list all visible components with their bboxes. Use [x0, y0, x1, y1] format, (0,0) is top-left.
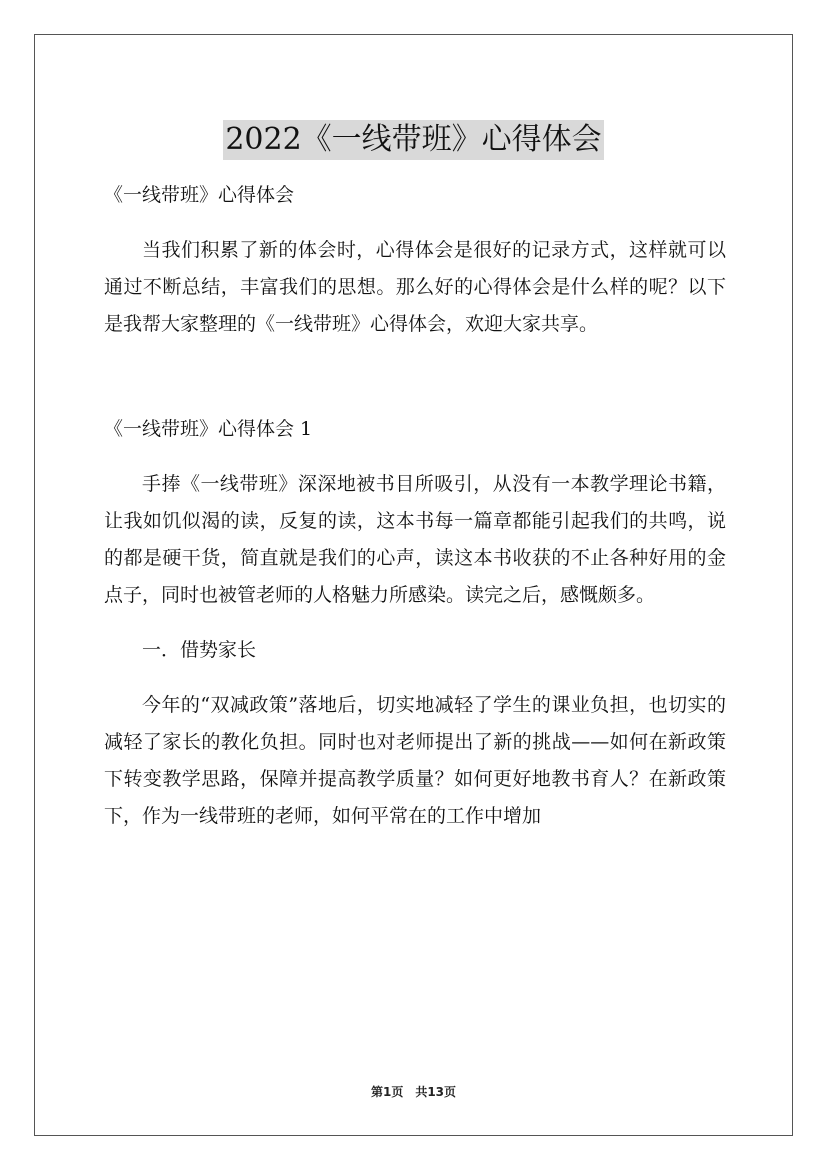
intro-paragraph: 当我们积累了新的体会时，心得体会是很好的记录方式，这样就可以通过不断总结，丰富我们的思想。那么好的心得体会是什么样的呢？以下是我帮大家整理的《一线带班》心得体会，欢迎大家共享。: [104, 239, 726, 335]
footer-suffix: 页: [444, 1085, 457, 1099]
section-heading: 《一线带班》心得体会 1: [104, 418, 313, 440]
body-paragraph-1: 手捧《一线带班》深深地被书目所吸引，从没有一本教学理论书籍，让我如饥似渴的读，反复的读，这本书每一篇章都能引起我们的共鸣，说的都是硬干货，简直就是我们的心声，读这本书收获的不止各种好用的金点子，同时也被管老师的人格魅力所感染。读完之后，感慨颇多。: [104, 473, 726, 606]
point-heading: 一．借势家长: [142, 639, 257, 661]
title-container: [0, 100, 827, 180]
document-title: 2022《一线带班》心得体会: [223, 120, 603, 160]
footer-total-pages: 13: [427, 1085, 445, 1099]
body-paragraph-2: 今年的“双减政策”落地后，切实地减轻了学生的课业负担，也切实的减轻了家长的教化负担。同时也对老师提出了新的挑战——如何在新政策下转变教学思路，保障并提高教学质量？如何更好地教书育人？在新政策下，作为一线带班的老师，如何平常在的工作中增加: [104, 694, 726, 827]
document-body: [104, 177, 726, 835]
footer-prefix: 第: [370, 1085, 383, 1099]
page-footer: [0, 1083, 827, 1100]
footer-mid: 页 共: [391, 1085, 428, 1099]
footer-page-number: 1: [382, 1085, 392, 1099]
document-subtitle: 《一线带班》心得体会: [104, 184, 295, 206]
